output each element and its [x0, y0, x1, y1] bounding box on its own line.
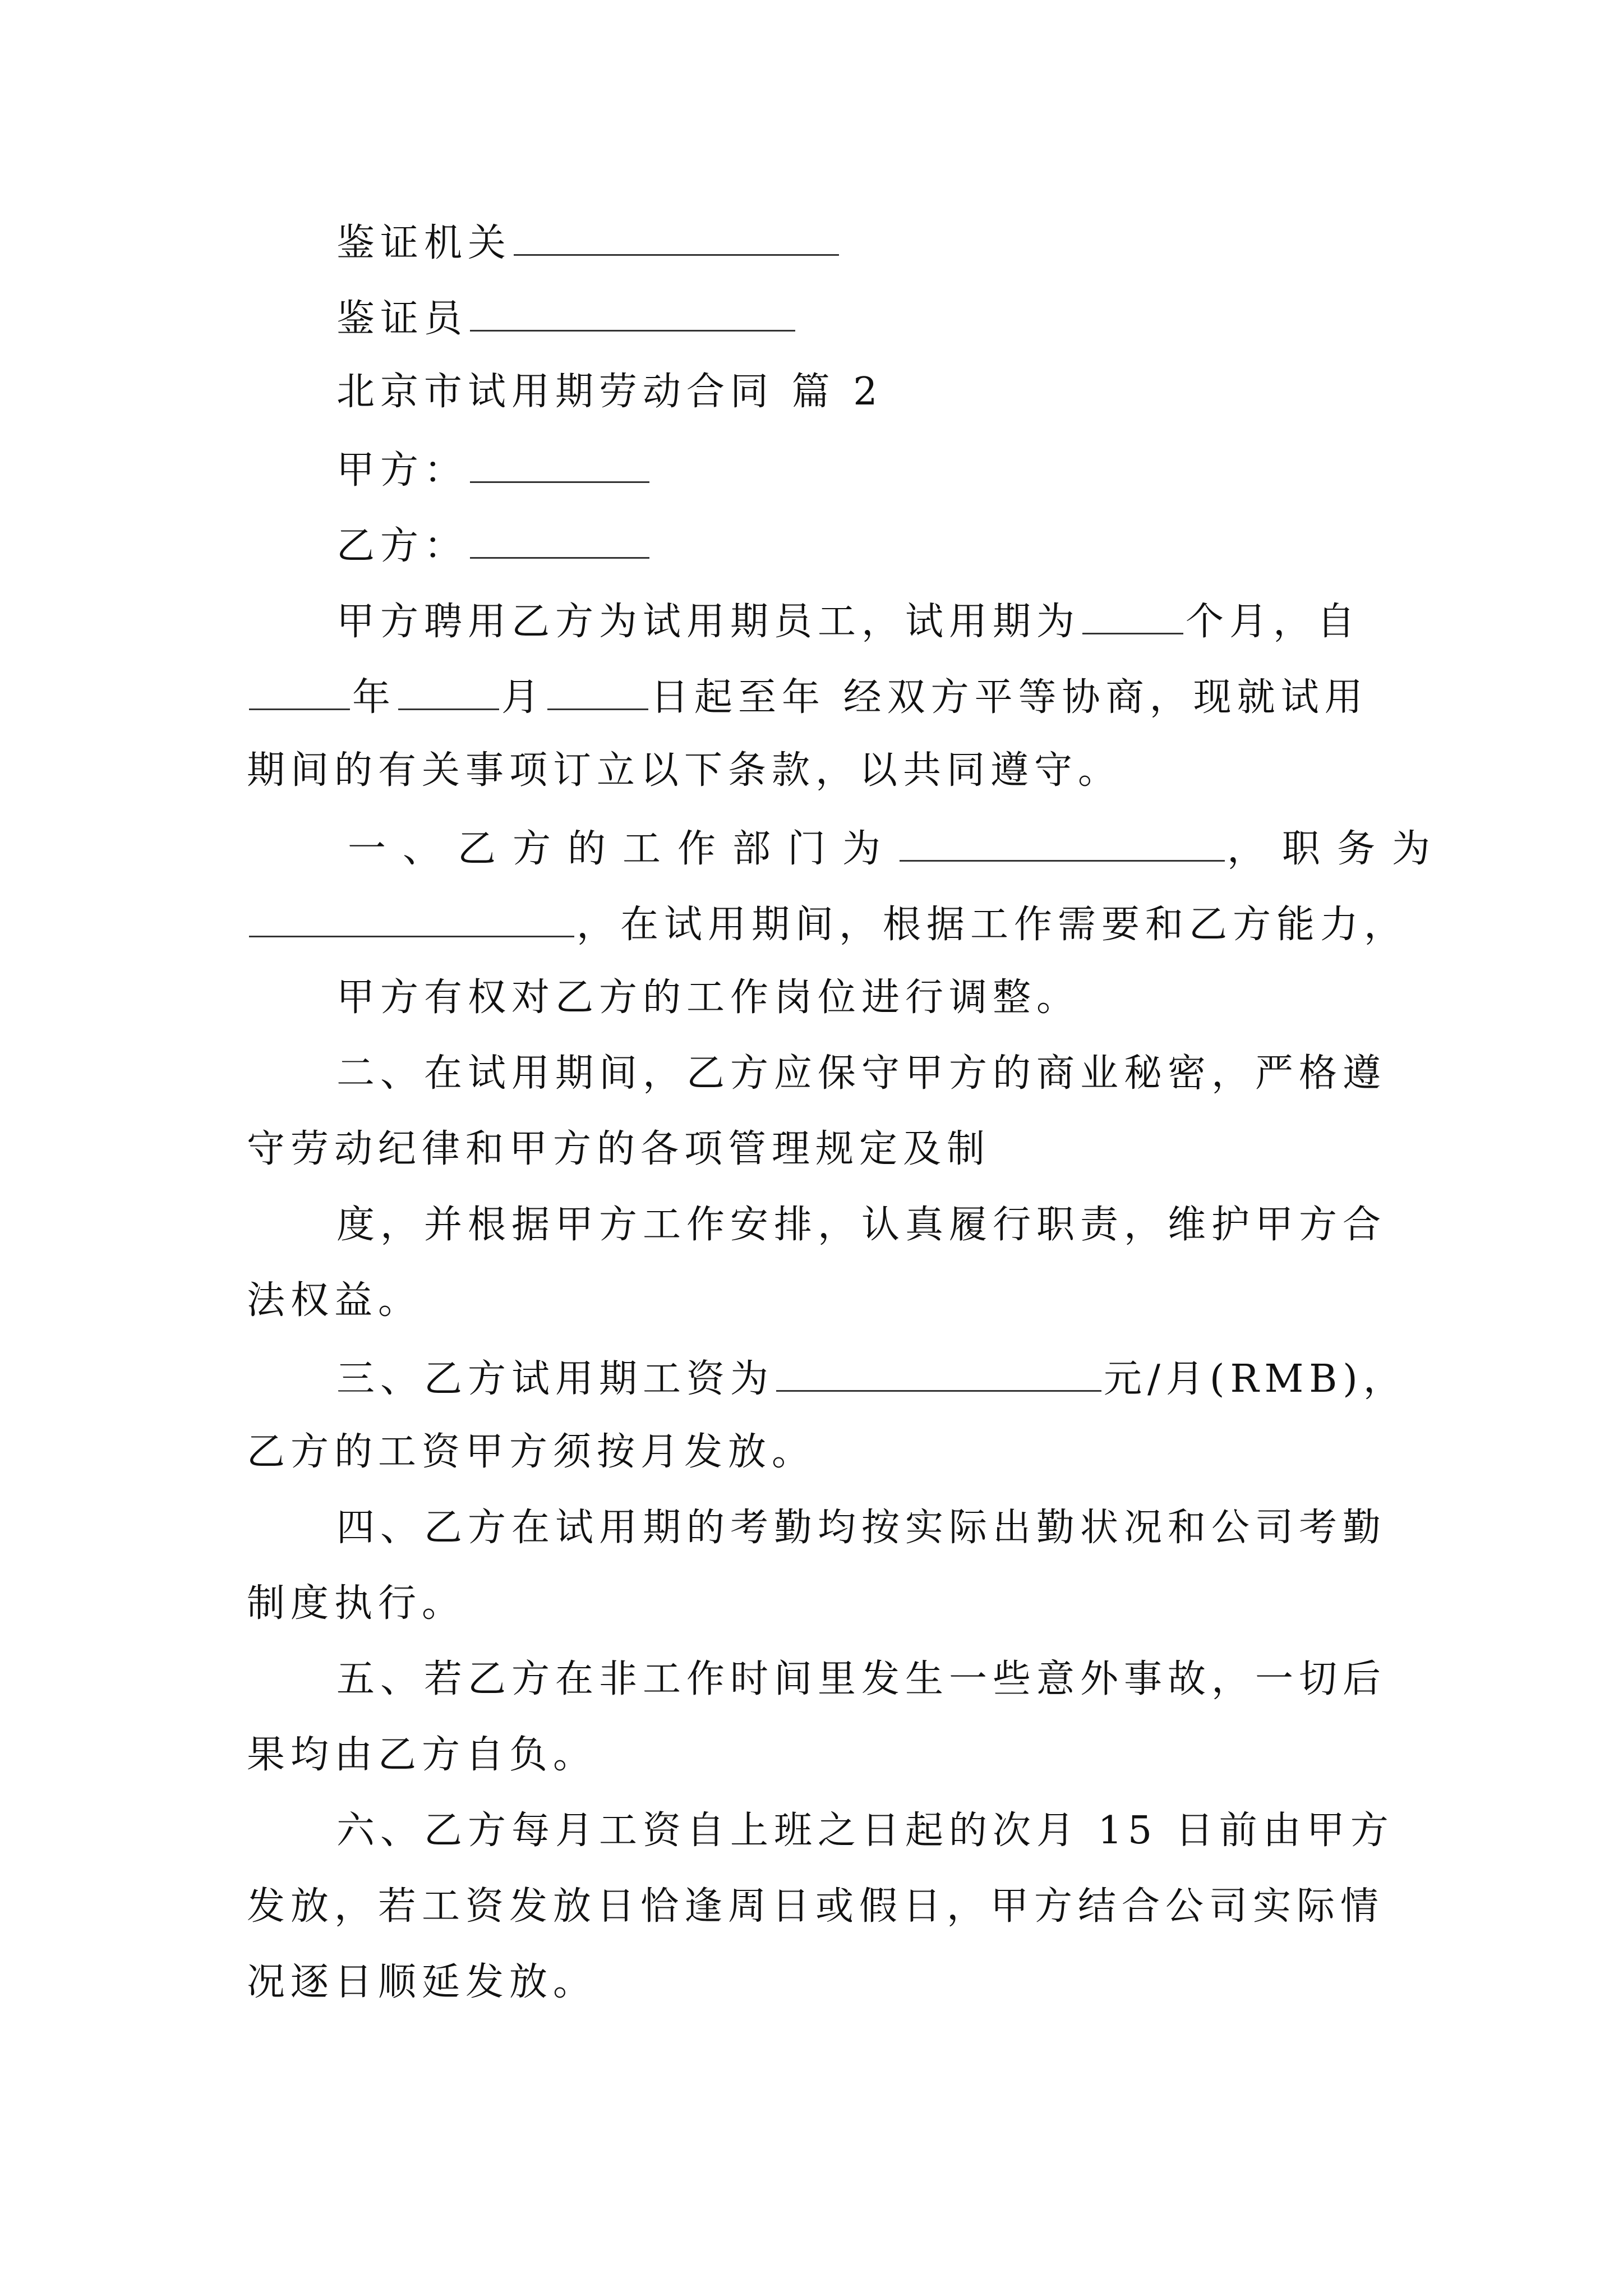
salary-blank	[776, 1358, 1101, 1392]
clause-4-line-1: 四、乙方在试用期的考勤均按实际出勤状况和公司考勤	[336, 1506, 1387, 1550]
party-b-blank	[470, 524, 649, 559]
clause-1-line-1	[348, 827, 1447, 871]
party-b-label: 乙方：	[336, 524, 468, 568]
clause-2-line-3: 度，并根据甲方工作安排，认真履行职责，维护甲方合	[336, 1203, 1387, 1247]
clause-5-line-2: 果均由乙方自负。	[247, 1733, 597, 1777]
start-day-blank	[547, 676, 648, 710]
clause-1-text-3: ，在试用期间，根据工作需要和乙方能力，	[577, 903, 1408, 947]
clause-2-line-4: 法权益。	[247, 1278, 422, 1323]
clause-4-line-2: 制度执行。	[247, 1581, 466, 1626]
department-blank	[900, 827, 1225, 862]
notary-officer-label: 鉴证员	[336, 297, 468, 341]
notary-officer-line	[336, 297, 797, 341]
clause-2-line-1: 二、在试用期间，乙方应保守甲方的商业秘密，严格遵	[336, 1051, 1387, 1096]
start-month-blank	[398, 676, 499, 710]
clause-3-text-1: 三、乙方试用期工资为	[336, 1357, 774, 1401]
clause-6-line-3: 况逐日顺延发放。	[247, 1960, 597, 2004]
clause-3-line-2: 乙方的工资甲方须按月发放。	[247, 1430, 816, 1474]
clause-1-line-2	[247, 903, 1408, 947]
start-year-blank	[249, 676, 350, 710]
probation-months-blank	[1082, 600, 1183, 634]
party-a-blank	[470, 449, 649, 483]
position-blank	[249, 903, 574, 937]
year-label: 年	[352, 675, 396, 720]
intro-line-1	[336, 600, 1361, 644]
month-label: 月	[501, 675, 546, 720]
clause-1-line-3: 甲方有权对乙方的工作岗位进行调整。	[336, 976, 1081, 1020]
clause-1-text-2: ，职务为	[1227, 827, 1447, 871]
notary-authority-line	[336, 222, 841, 263]
party-b-line	[336, 524, 652, 568]
notary-authority-blank	[514, 222, 839, 256]
clause-5-line-1: 五、若乙方在非工作时间里发生一些意外事故，一切后	[336, 1657, 1387, 1701]
clause-2-line-2: 守劳动纪律和甲方的各项管理规定及制	[247, 1127, 991, 1171]
clause-6-line-2: 发放，若工资发放日恰逢周日或假日，甲方结合公司实际情	[247, 1884, 1385, 1929]
intro-text-1: 甲方聘用乙方为试用期员工，试用期为	[336, 600, 1081, 644]
clause-6-line-1: 六、乙方每月工资自上班之日起的次月 15 日前由甲方	[336, 1809, 1394, 1853]
clause-3-line-1	[336, 1357, 1407, 1401]
notary-authority-label: 鉴证机关	[336, 221, 512, 265]
section-title: 北京市试用期劳动合同 篇 2	[336, 370, 883, 414]
notary-officer-blank	[470, 297, 795, 332]
intro-text-3: 日起至年 经双方平等协商，现就试用	[651, 675, 1368, 720]
clause-1-text-1: 一、乙方的工作部门为	[348, 827, 898, 871]
party-a-line	[336, 448, 652, 493]
intro-line-2	[247, 675, 1368, 720]
intro-line-3: 期间的有关事项订立以下条款，以共同遵守。	[247, 748, 1122, 793]
clause-3-text-2: 元/月(RMB)，	[1104, 1357, 1407, 1401]
party-a-label: 甲方：	[336, 448, 468, 493]
intro-text-2: 个月，自	[1186, 600, 1361, 644]
